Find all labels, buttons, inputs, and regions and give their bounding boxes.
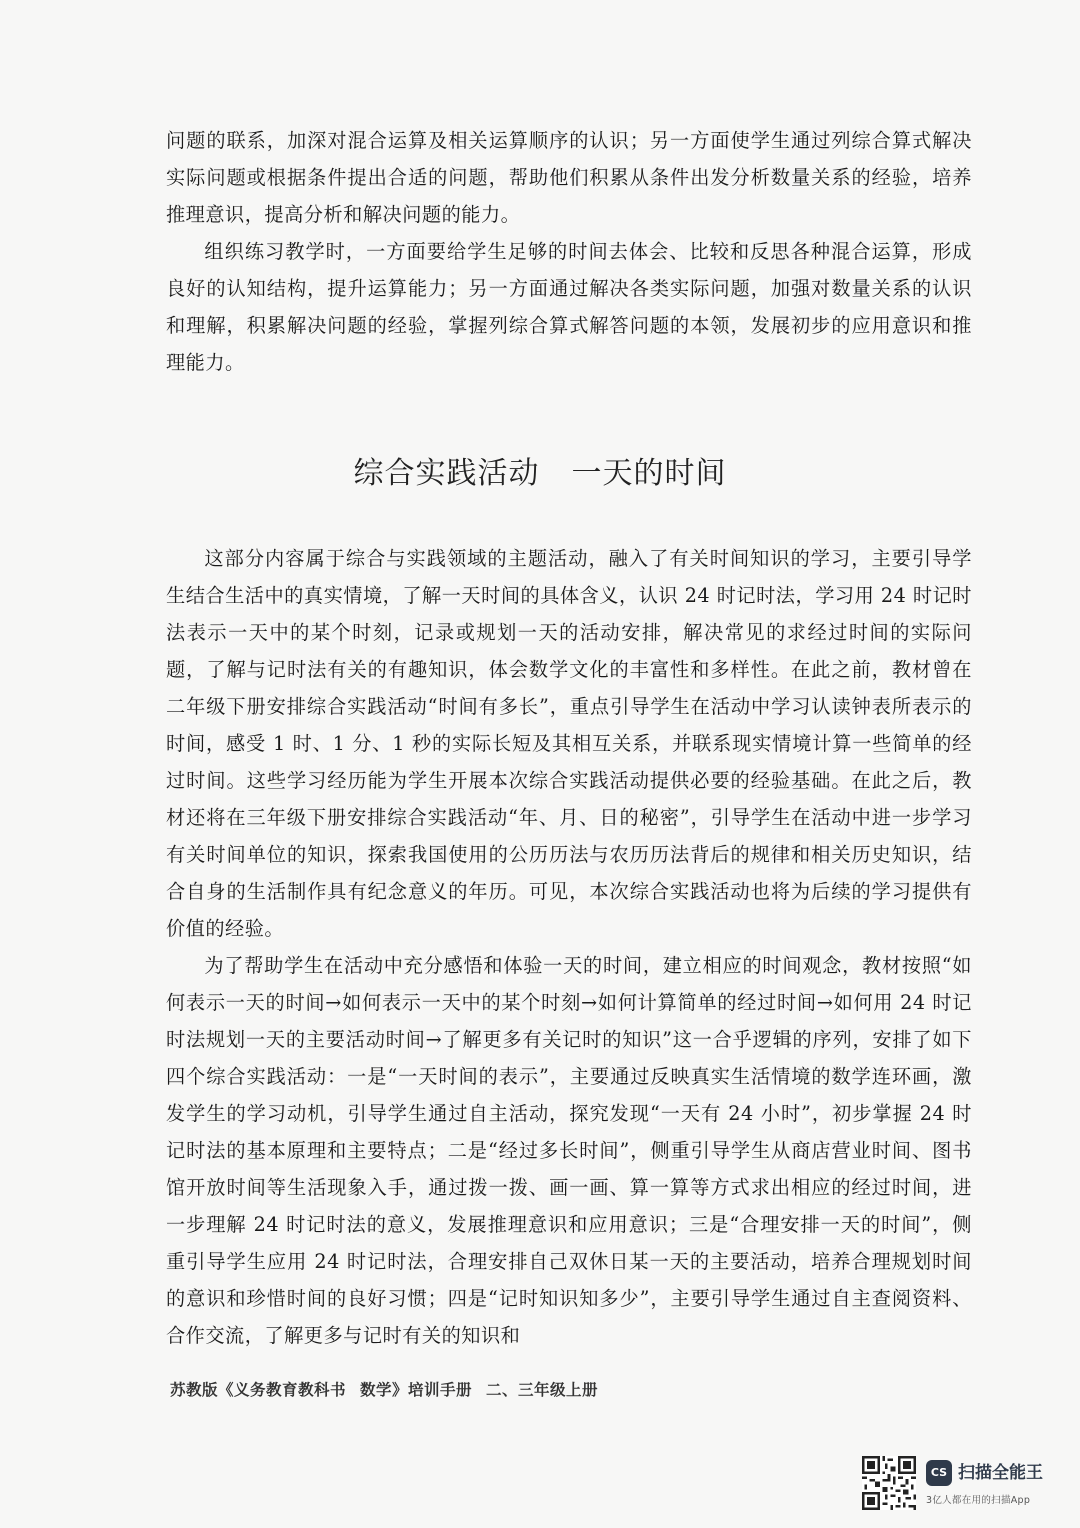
section-title [0, 448, 1080, 492]
footer-subject: 数学》培训手册 [360, 1381, 473, 1399]
cs-logo-icon: CS [926, 1460, 952, 1486]
watermark-slogan: 3亿人都在用的扫描App [926, 1495, 1031, 1506]
footer-grade: 二、三年级上册 [486, 1381, 599, 1399]
paragraph: 组织练习教学时，一方面要给学生足够的时间去体会、比较和反思各种混合运算，形成良好的认知结构，提升运算能力；另一方面通过解决各类实际问题，加强对数量关系的认识和理解，积累解决问题的经验，掌握列综合算式解答问题的本领，发展初步的应用意识和推理能力。 [166, 240, 972, 374]
footer-book: 苏教版《义务教育教科书 [170, 1381, 347, 1399]
qr-code-icon [862, 1456, 916, 1510]
paragraph: 为了帮助学生在活动中充分感悟和体验一天的时间，建立相应的时间观念，教材按照“如何表示一天的时间→如何表示一天中的某个时刻→如何计算简单的经过时间→如何用 24 时记时法规划一天的主要活动时间→了解更多有关记时的知识”这一合乎逻辑的序列，安排了如下四个综合实践活动：一是“一天时间的表示”，主要通过反映真实生活情境的数学连环画，激发学生的学习动机，引导学生通过自主活动，探究发现“一天有 24 小时”，初步掌握 24 时记时法的基本原理和主要特点；二是“经过多长时间”，侧重引导学生从商店营业时间、图书馆开放时间等生活现象入手，通过拨一拨、画一画、算一算等方式求出相应的经过时间，进一步理解 24 时记时法的意义，发展推理意识和应用意识；三是“合理安排一天的时间”，侧重引导学生应用 24 时记时法，合理安排自己双休日某一天的主要活动，培养合理规划时间的意识和珍惜时间的良好习惯；四是“记时知识知多少”，主要引导学生通过自主查阅资料、合作交流，了解更多与记时有关的知识和 [166, 954, 972, 1347]
scanner-watermark [862, 1456, 1062, 1512]
section-text-block [166, 540, 972, 1354]
paragraph: 这部分内容属于综合与实践领域的主题活动，融入了有关时间知识的学习，主要引导学生结合生活中的真实情境，了解一天时间的具体含义，认识 24 时记时法，学习用 24 时记时法表示一天中的某个时刻，记录或规划一天的活动安排，解决常见的求经过时间的实际问题，了解与记时法有关的有趣知识，体会数学文化的丰富性和多样性。在此之前，教材曾在二年级下册安排综合实践活动“时间有多长”，重点引导学生在活动中学习认读钟表所表示的时间，感受 1 时、1 分、1 秒的实际长短及其相互关系，并联系现实情境计算一些简单的经过时间。这些学习经历能为学生开展本次综合实践活动提供必要的经验基础。在此之后，教材还将在三年级下册安排综合实践活动“年、月、日的秘密”，引导学生在活动中进一步学习有关时间单位的知识，探索我国使用的公历历法与农历历法背后的规律和相关历史知识，结合自身的生活制作具有纪念意义的年历。可见，本次综合实践活动也将为后续的学习提供有价值的经验。 [166, 547, 972, 940]
section-title-part1: 综合实践活动 [353, 456, 540, 491]
section-title-part2: 一天的时间 [571, 456, 727, 491]
watermark-app-name: 扫描全能王 [958, 1463, 1043, 1483]
paragraph-continued: 问题的联系，加深对混合运算及相关运算顺序的认识；另一方面使学生通过列综合算式解决实际问题或根据条件提出合适的问题，帮助他们积累从条件出发分析数量关系的经验，培养推理意识，提高分析和解决问题的能力。 [166, 129, 972, 226]
page-footer [170, 1378, 598, 1400]
top-text-block [166, 122, 972, 381]
